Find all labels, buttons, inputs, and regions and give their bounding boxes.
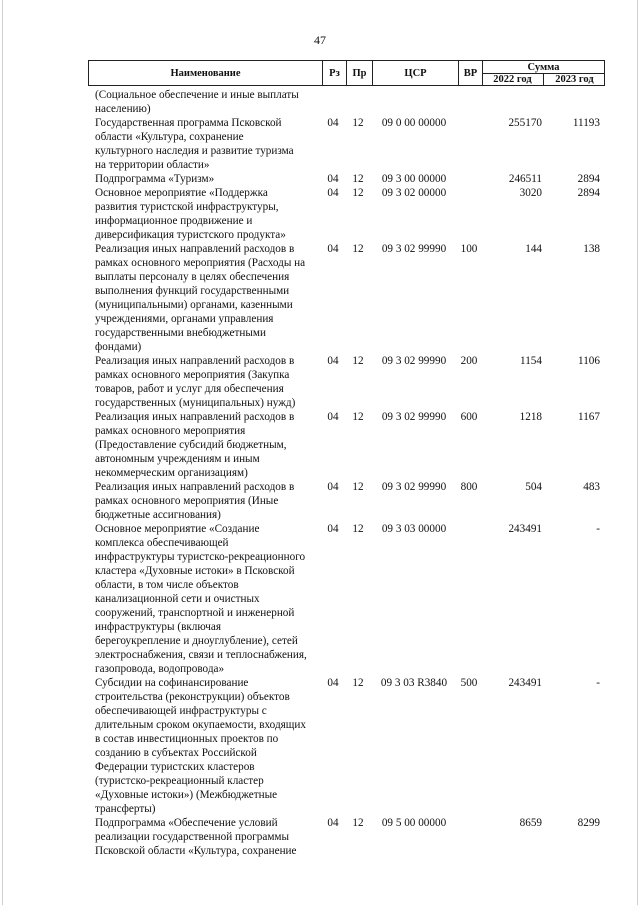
header-csr: ЦСР [372, 61, 458, 85]
cell-rz: 04 [327, 677, 339, 689]
cell-pr: 12 [352, 677, 364, 689]
table-row [0, 816, 640, 858]
cell-vr: 800 [460, 481, 478, 493]
header-name: Наименование [170, 67, 241, 79]
cell-vr: 200 [460, 355, 478, 367]
cell-2023: - [596, 677, 600, 689]
cell-name-line: культурного наследия и развитие туризма [95, 145, 294, 157]
cell-name-line: государственных (муниципальных) нужд) [95, 397, 296, 409]
cell-name [95, 410, 321, 480]
cell-csr: 09 3 00 00000 [381, 173, 447, 185]
cell-name [95, 816, 321, 858]
cell-name-line: «Духовные истоки») (Межбюджетные [95, 789, 278, 801]
page-number: 47 [314, 33, 326, 47]
cell-csr: 09 3 03 00000 [381, 523, 447, 535]
cell-name-line: трансферты) [95, 803, 156, 815]
header-2022: 2022 год [493, 74, 532, 85]
cell-name-line: информационное продвижение и [95, 215, 253, 227]
cell-csr: 09 3 02 99990 [381, 481, 447, 493]
header-vr: ВР [458, 61, 482, 85]
cell-2023: 483 [583, 481, 600, 493]
table-body [0, 88, 640, 858]
cell-rz: 04 [327, 817, 339, 829]
cell-2023: 1106 [578, 355, 600, 367]
table-row [0, 676, 640, 816]
cell-pr: 12 [352, 355, 364, 367]
cell-rz: 04 [327, 187, 339, 199]
cell-name-line: бюджетные ассигнования) [95, 509, 221, 521]
cell-csr: 09 3 02 00000 [381, 187, 447, 199]
cell-name-line: обеспечивающей инфраструктуры с [95, 705, 267, 717]
cell-name-line: (муниципальными) органами, казенными [95, 299, 293, 311]
cell-name-line: газопровода, водопровода» [95, 663, 225, 675]
cell-vr: 600 [460, 411, 478, 423]
cell-2022: 243491 [508, 523, 542, 535]
cell-vr: 500 [460, 677, 478, 689]
cell-name-line: Подпрограмма «Туризм» [95, 173, 215, 185]
cell-name-line: Основное мероприятие «Создание [95, 523, 260, 535]
cell-rz: 04 [327, 355, 339, 367]
cell-name-line: некоммерческим организациям) [95, 467, 248, 479]
cell-rz: 04 [327, 243, 339, 255]
cell-name-line: Реализация иных направлений расходов в [95, 243, 295, 255]
cell-name-line: канализационной сети и очистных [95, 593, 260, 605]
cell-name-line: автономным учреждениям и иным [95, 453, 260, 465]
cell-name [95, 480, 321, 522]
cell-2022: 246511 [508, 173, 542, 185]
table-row [0, 522, 640, 676]
cell-2022: 3020 [519, 187, 542, 199]
cell-2022: 255170 [508, 117, 542, 129]
cell-name-line: Государственная программа Псковской [95, 117, 282, 129]
cell-name [95, 354, 321, 410]
header-2023: 2023 год [555, 74, 594, 85]
table-row [0, 242, 640, 354]
cell-2023: 8299 [577, 817, 600, 829]
cell-name-line: Псковской области «Культура, сохранение [95, 845, 297, 857]
cell-2022: 243491 [508, 677, 542, 689]
cell-name-line: длительным сроком окупаемости, входящих [95, 719, 306, 731]
cell-name [95, 676, 321, 816]
cell-name-line: созданию в субъектах Российской [95, 747, 257, 759]
cell-csr: 09 3 02 99990 [381, 243, 447, 255]
cell-rz: 04 [327, 523, 339, 535]
cell-pr: 12 [352, 481, 364, 493]
table-row [0, 172, 640, 186]
cell-name-line: рамках основного мероприятия (Закупка [95, 369, 290, 381]
cell-name [95, 522, 321, 676]
cell-rz: 04 [327, 117, 339, 129]
cell-name-line: Субсидии на софинансирование [95, 677, 249, 689]
cell-pr: 12 [352, 117, 364, 129]
cell-name-line: на территории области» [95, 159, 210, 171]
table-header [88, 60, 605, 86]
cell-name-line: рамках основного мероприятия (Иные [95, 495, 279, 507]
header-sum: Сумма [527, 62, 560, 73]
cell-name-line: кластера «Духовные истоки» в Псковской [95, 565, 295, 577]
cell-name-line: населению) [95, 103, 151, 115]
cell-2023: 138 [583, 243, 600, 255]
cell-pr: 12 [352, 187, 364, 199]
cell-name-line: Федерации туристских кластеров [95, 761, 255, 773]
table-row [0, 116, 640, 172]
cell-name-line: области, в том числе объектов [95, 579, 239, 591]
cell-rz: 04 [327, 481, 339, 493]
cell-name-line: Реализация иных направлений расходов в [95, 481, 295, 493]
cell-pr: 12 [352, 817, 364, 829]
cell-name-line: Подпрограмма «Обеспечение условий [95, 817, 278, 829]
cell-name-line: диверсификация туристского продукта» [95, 229, 286, 241]
cell-vr: 100 [460, 243, 478, 255]
cell-name-line: учреждениями, органами управления [95, 313, 274, 325]
cell-2022: 1218 [519, 411, 542, 423]
cell-csr: 09 5 00 00000 [381, 817, 447, 829]
cell-name-line: комплекса обеспечивающей [95, 537, 229, 549]
cell-name-line: развития туристской инфраструктуры, [95, 201, 279, 213]
table-row [0, 410, 640, 480]
cell-2023: 2894 [577, 173, 600, 185]
cell-name-line: выплаты персоналу в целях обеспечения [95, 271, 290, 283]
cell-name-line: (туристско-рекреационный кластер [95, 775, 264, 787]
cell-name-line: берегоукрепление и дноуглубление), сетей [95, 635, 298, 647]
cell-name-line: (Социальное обеспечение и иные выплаты [95, 89, 299, 101]
header-pr: Пр [346, 61, 372, 85]
cell-name-line: рамках основного мероприятия [95, 425, 246, 437]
table-row [0, 186, 640, 242]
cell-name-line: выполнения функций государственными [95, 285, 290, 297]
cell-name-line: Реализация иных направлений расходов в [95, 355, 295, 367]
cell-name-line: инфраструктуры туристско-рекреационного [95, 551, 306, 563]
cell-rz: 04 [327, 411, 339, 423]
cell-name-line: сооружений, транспортной и инженерной [95, 607, 295, 619]
cell-name-line: государственными внебюджетными [95, 327, 266, 339]
cell-name-line: Основное мероприятие «Поддержка [95, 187, 268, 199]
cell-2023: - [596, 523, 600, 535]
cell-name-line: инфраструктуры (включая [95, 621, 222, 633]
cell-name [95, 116, 321, 172]
table-row [0, 88, 640, 116]
cell-pr: 12 [352, 173, 364, 185]
cell-name-line: электроснабжения, связи и теплоснабжения, [95, 649, 307, 661]
cell-csr: 09 3 03 R3840 [380, 677, 448, 689]
cell-name-line: строительства (реконструкции) объектов [95, 691, 290, 703]
cell-rz: 04 [327, 173, 339, 185]
cell-2022: 8659 [519, 817, 542, 829]
cell-2022: 504 [525, 481, 542, 493]
cell-2023: 2894 [577, 187, 600, 199]
cell-csr: 09 0 00 00000 [381, 117, 447, 129]
cell-2023: 11193 [572, 117, 600, 129]
table-row [0, 480, 640, 522]
cell-csr: 09 3 02 99990 [381, 411, 447, 423]
cell-csr: 09 3 02 99990 [381, 355, 447, 367]
cell-name-line: Реализация иных направлений расходов в [95, 411, 295, 423]
cell-name-line: товаров, работ и услуг для обеспечения [95, 383, 284, 395]
cell-pr: 12 [352, 243, 364, 255]
cell-2022: 144 [525, 243, 542, 255]
cell-name [95, 242, 321, 354]
cell-name-line: (Предоставление субсидий бюджетным, [95, 439, 287, 451]
header-rz: Рз [322, 61, 346, 85]
cell-2022: 1154 [520, 355, 542, 367]
cell-2023: 1167 [578, 411, 600, 423]
cell-pr: 12 [352, 411, 364, 423]
cell-pr: 12 [352, 523, 364, 535]
cell-name-line: области «Культура, сохранение [95, 131, 244, 143]
cell-name-line: реализации государственной программы [95, 831, 289, 843]
cell-name-line: рамках основного мероприятия (Расходы на [95, 257, 306, 269]
cell-name-line: в состав инвестиционных проектов по [95, 733, 279, 745]
cell-name [95, 88, 321, 116]
cell-name-line: фондами) [95, 341, 142, 353]
cell-name [95, 186, 321, 242]
cell-name [95, 172, 321, 186]
table-row [0, 354, 640, 410]
